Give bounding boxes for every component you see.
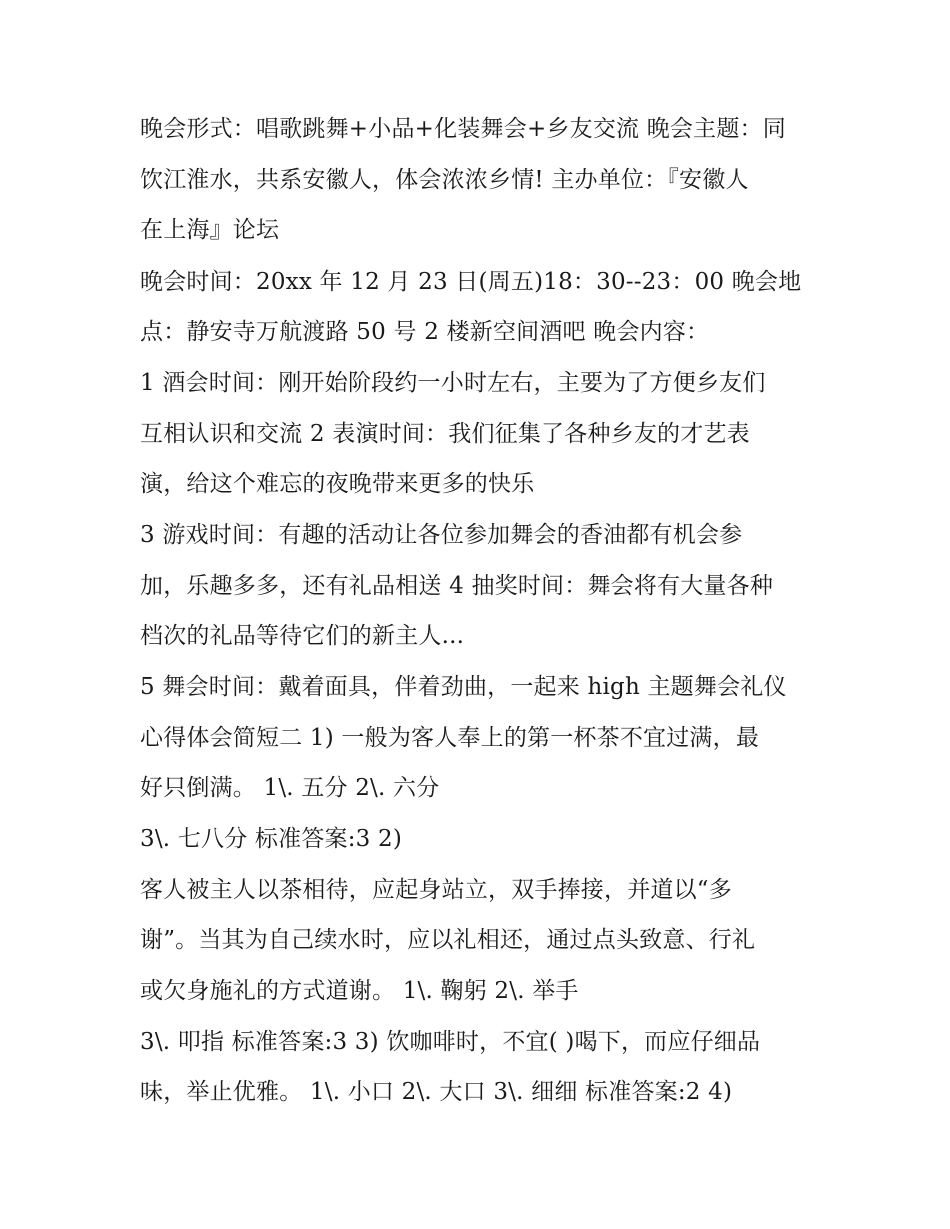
- text-line: 味，举止优雅。 1\. 小口 2\. 大口 3\. 细细 标准答案:2 4): [140, 1079, 733, 1105]
- text-line: 客人被主人以茶相待，应起身站立，双手捧接，并道以“多: [140, 877, 732, 903]
- text-line: 档次的礼品等待它们的新主人...: [140, 623, 465, 649]
- text-line: 3\. 叩指 标准答案:3 3) 饮咖啡时，不宜( )喝下，而应仔细品: [140, 1029, 761, 1055]
- text-line: 晚会时间：20xx 年 12 月 23 日(周五)18：30--23：00 晚会地: [140, 269, 802, 295]
- text-line: 晚会形式：唱歌跳舞+小品+化装舞会+乡友交流 晚会主题：同: [140, 116, 786, 142]
- text-line: 谢”。当其为自己续水时，应以礼相还，通过点头致意、行礼: [140, 927, 756, 953]
- text-line: 心得体会简短二 1) 一般为客人奉上的第一杯茶不宜过满，最: [140, 725, 760, 751]
- text-line: 在上海』论坛: [140, 217, 280, 243]
- text-line: 或欠身施礼的方式道谢。 1\. 鞠躬 2\. 举手: [140, 978, 579, 1004]
- text-line: 3\. 七八分 标准答案:3 2): [140, 826, 403, 852]
- text-line: 互相认识和交流 2 表演时间：我们征集了各种乡友的才艺表: [140, 421, 750, 447]
- text-line: 1 酒会时间：刚开始阶段约一小时左右，主要为了方便乡友们: [140, 370, 766, 396]
- text-line: 5 舞会时间：戴着面具，伴着劲曲，一起来 high 主题舞会礼仪: [140, 674, 787, 700]
- text-line: 好只倒满。 1\. 五分 2\. 六分: [140, 775, 440, 801]
- text-line: 点：静安寺万航渡路 50 号 2 楼新空间酒吧 晚会内容：: [140, 319, 710, 345]
- text-line: 饮江淮水，共系安徽人，体会浓浓乡情! 主办单位：『安徽人: [140, 167, 749, 193]
- text-line: 加，乐趣多多，还有礼品相送 4 抽奖时间：舞会将有大量各种: [140, 573, 774, 599]
- text-line: 演，给这个难忘的夜晚带来更多的快乐: [140, 471, 535, 497]
- text-line: 3 游戏时间：有趣的活动让各位参加舞会的香油都有机会参: [140, 522, 743, 548]
